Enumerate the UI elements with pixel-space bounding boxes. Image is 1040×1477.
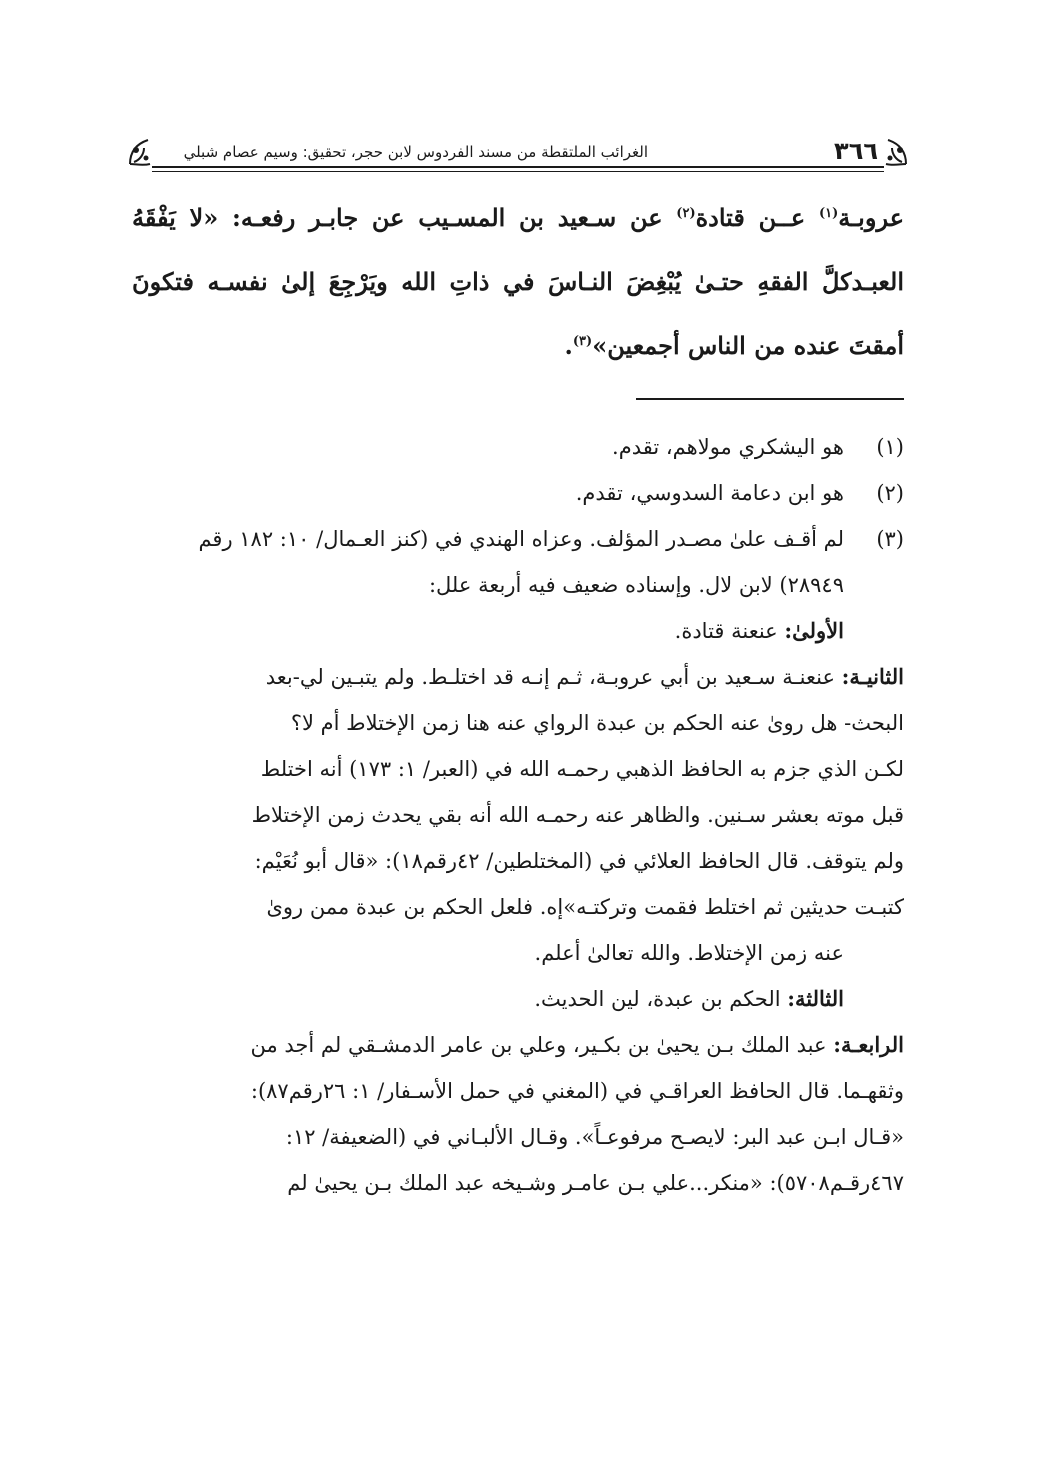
running-header bbox=[130, 132, 906, 174]
main-line-3 bbox=[132, 314, 904, 378]
footnote-line: البحث- هل روىٰ عنه الحكم بن عبدة الرواي عنه هنا زمن الإختلاط أم لا؟ bbox=[290, 711, 904, 735]
footnote-2 bbox=[132, 470, 904, 516]
quote-mark: » bbox=[592, 331, 608, 360]
footnote-line: لكـن الذي جزم به الحافظ الذهبي رحمـه الله في (العبر/ ١: ١٧٣) أنه اختلط bbox=[260, 757, 904, 781]
footnotes bbox=[132, 424, 904, 1206]
defect-label: الأولىٰ: bbox=[784, 618, 844, 643]
defect-text: عبد الملك بـن يحيىٰ بن بكـير، وعلي بن عامر الدمشـقي لم أجد من bbox=[250, 1033, 834, 1057]
page-number: ٣٦٦ bbox=[834, 137, 878, 165]
header-rule-thick bbox=[152, 166, 884, 168]
footnote-line: وثقهـما. قال الحافظ العراقـي في (المغني في حمل الأسـفار/ ١: ٢٦رقم٨٧): bbox=[250, 1079, 904, 1103]
footnote-line: «قـال ابـن عبد البر: لايصـح مرفوعـاً». وقـال الألبـاني في (الضعيفة/ ١٢: bbox=[285, 1125, 904, 1149]
corner-ornament-icon bbox=[880, 134, 910, 168]
main-text bbox=[132, 186, 904, 378]
footnote-ref-3[interactable]: (٣) bbox=[572, 334, 593, 349]
defect-fourth bbox=[132, 1022, 904, 1068]
defect-third bbox=[132, 976, 904, 1022]
hadith-text: لا يَفْقَهُ bbox=[132, 203, 204, 232]
main-line-2: العبـدكلَّ الفقهِ حتـىٰ يُبْغِضَ النـاسَ في ذاتِ الله ويَرْجِعَ إلىٰ نفسـه فتكونَ bbox=[132, 267, 904, 296]
running-title: الغرائب الملتقطة من مسند الفردوس لابن حجر، تحقيق: وسيم عصام شبلي bbox=[183, 143, 648, 161]
defect-label: الثانيـة: bbox=[841, 664, 904, 689]
footnote-line: كتبـت حديثين ثم اختلط فقمت وتركتـه»إه. فلعل الحكم بن عبدة ممن روىٰ bbox=[266, 895, 904, 919]
defect-first bbox=[132, 608, 904, 654]
footnote-line: ولم يتوقف. قال الحافظ العلائي في (المختلطين/ ٤٢رقم١٨): «قال أبو نُعَيْم: bbox=[254, 849, 904, 873]
defect-label: الثالثة: bbox=[787, 986, 844, 1011]
footnote-1 bbox=[132, 424, 904, 470]
footnote-text: هو ابن دعامة السدوسي، تقدم. bbox=[575, 481, 844, 505]
footnote-ref-2[interactable]: (٢) bbox=[676, 206, 696, 221]
corner-ornament-icon bbox=[126, 134, 156, 168]
footnote-number: (١) bbox=[876, 435, 904, 459]
footnote-ref-1[interactable]: (١) bbox=[818, 206, 839, 221]
defect-label: الرابعـة: bbox=[833, 1032, 904, 1057]
defect-text: عنعنة قتادة. bbox=[674, 619, 785, 643]
defect-text: عنعنـة سـعيد بن أبي عروبـة، ثـم إنـه قد اختلـط. ولم يتبـين لي-بعد bbox=[265, 665, 842, 689]
defect-text: الحكم بن عبدة، لين الحديث. bbox=[534, 987, 788, 1011]
text-run: عروبـة bbox=[838, 203, 905, 232]
text-run: عــن قتادة bbox=[695, 203, 819, 232]
footnote-3 bbox=[132, 516, 904, 562]
footnote-number: (٢) bbox=[876, 481, 904, 505]
footnote-line: قبل موته بعشر سـنين. والظاهر عنه رحمـه الله أنه بقي يحدث زمن الإختلاط bbox=[251, 803, 904, 827]
text-run: عن سـعيد بن المسـيب عن جابـر رفعـه: « bbox=[203, 203, 677, 232]
footnote-separator bbox=[636, 398, 904, 400]
footnote-text: هو اليشكري مولاهم، تقدم. bbox=[612, 435, 844, 459]
footnote-line: عنه زمن الإختلاط. والله تعالىٰ أعلم. bbox=[534, 941, 844, 965]
header-rule-thin bbox=[152, 171, 884, 172]
hadith-text: أمقتَ عنده من الناس أجمعين bbox=[607, 331, 904, 360]
footnote-line: ٤٦٧رقـم٥٧٠٨): «منكر...علي بـن عامـر وشـيخه عبد الملك بـن يحيىٰ لم bbox=[287, 1171, 904, 1195]
text-run: . bbox=[564, 331, 573, 360]
defect-second bbox=[132, 654, 904, 700]
footnote-line: ٢٨٩٤٩) لابن لال. وإسناده ضعيف فيه أربعة علل: bbox=[428, 573, 844, 597]
main-line-1 bbox=[132, 186, 904, 250]
footnote-text: لم أقـف علىٰ مصـدر المؤلف. وعزاه الهندي في (كنز العـمال/ ١٠: ١٨٢ رقم bbox=[198, 527, 844, 551]
footnote-number: (٣) bbox=[876, 527, 904, 551]
